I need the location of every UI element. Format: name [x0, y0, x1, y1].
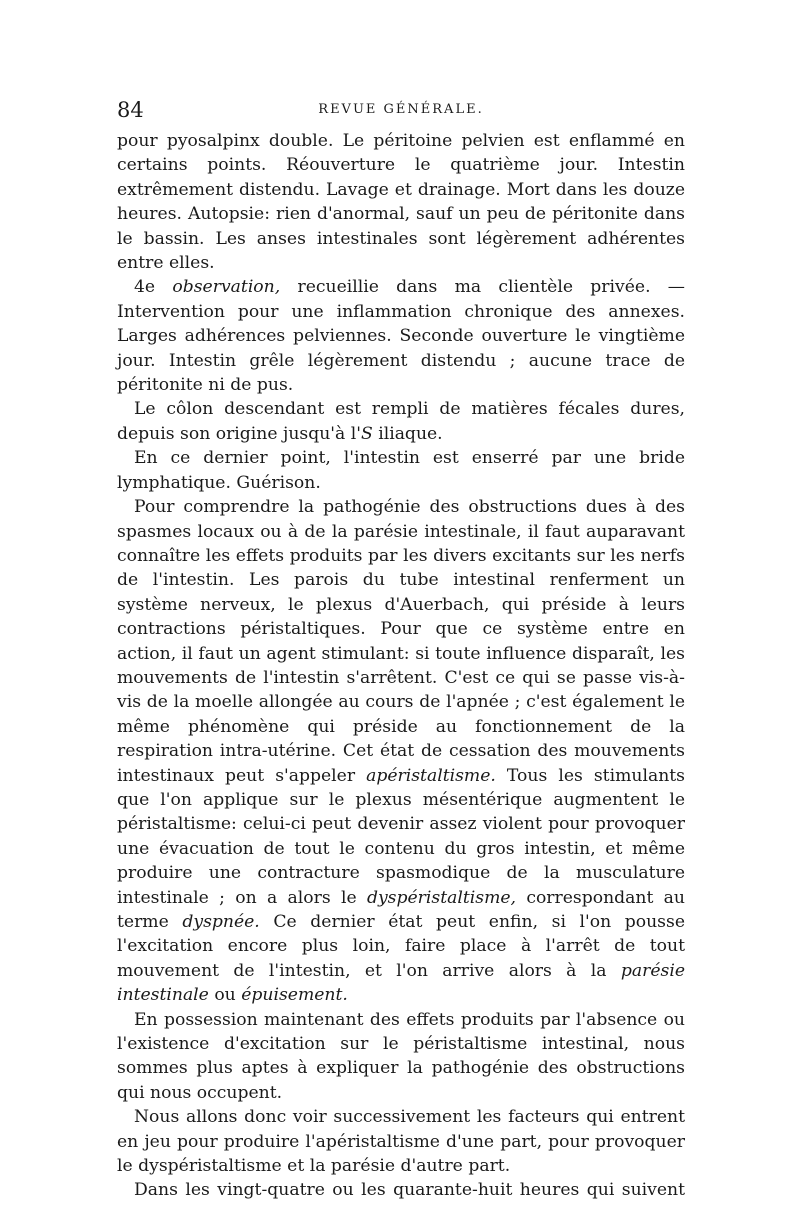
observation-text: recueillie dans ma clientèle privée. — Intervention pour une inflammation chronique des annexes. Larges adhérences pelviennes. Seconde ouverture le vingtième jour. Intestin grêle légèrement distendu ; aucune trace de péritonite ni de pus. — [117, 277, 685, 396]
paragraph-continuation: pour pyosalpinx double. Le péritoine pelvien est enflammé en certains points. Réouverture le quatrième jour. Intestin extrêmement distendu. Lavage et drainage. Mort dans les douze heures. Autopsie: rien d'anormal, sauf un peu de péritonite dans le bassin. Les anses intestinales sont légèrement adhérentes entre elles. — [117, 131, 685, 274]
paragraph-dans: Dans les vingt-quatre ou les quarante-huit heures qui suivent — [134, 1180, 685, 1201]
paragraph-observation — [117, 275, 685, 397]
paragraph-facteurs: Nous allons donc voir successivement les facteurs qui entrent en jeu pour produire l'apéristaltisme d'une part, pour provoquer le dyspéristaltisme et la parésie d'autre part. — [117, 1107, 685, 1177]
term-aperistaltisme: apéristaltisme. — [366, 765, 496, 786]
term-epuisement: épuisement. — [241, 985, 348, 1006]
page-header — [117, 97, 685, 123]
observation-label: observation, — [172, 277, 281, 298]
paragraph-colon: Le côlon descendant est rempli de matières fécales dures, depuis son origine jusqu'à l'S iliaque. — [117, 399, 685, 444]
term-dysperistaltisme: dyspéristaltisme, — [366, 887, 517, 908]
paragraph-possession: En possession maintenant des effets produits par l'absence ou l'existence d'excitation sur le péristaltisme intestinal, nous sommes plus aptes à expliquer la pathogénie des obstructions qui nous occupent. — [117, 1009, 685, 1103]
term-paresie: parésie intestinale — [117, 960, 685, 1006]
paragraph-pathogenie: Pour comprendre la pathogénie des obstructions dues à des spasmes locaux ou à de la parésie intestinale, il faut auparavant connaître les effets produits par les divers excitants sur les nerfs de l'intestin. Les parois du tube intestinal renferment un système nerveux, le plexus d'Auerbach, qui préside à leurs contractions péristaltiques. Pour que ce système entre en action, il faut un agent stimulant: si toute influence disparaît, les mouvements de l'intestin s'arrêtent. C'est ce qui se passe vis-à-vis de la moelle allongée au cours de l'apnée ; c'est également le même phénomène qui préside au fonctionnement de la respiration intra-utérine. Cet état de cessation des mouvements intestinaux peut s'appeler apéristaltisme. Tous les stimulants que l'on applique sur le plexus mésentérique augmentent le péristaltisme: celui-ci peut devenir assez violent pour provoquer une évacuation de tout le contenu du gros intestin, et même produire une contracture spasmodique de la musculature intestinale ; on a alors le dyspéristaltisme, correspondant au terme dyspnée. Ce dernier état peut enfin, si l'on pousse l'excitation encore plus loin, faire place à l'arrêt de tout mouvement de l'intestin, et l'on arrive alors à la parésie intestinale ou épuisement. — [117, 497, 685, 1006]
s-iliac-letter: S — [360, 423, 373, 444]
observation-number: 4e — [134, 277, 156, 298]
term-dyspnee: dyspnée. — [182, 912, 260, 932]
body-text — [117, 129, 685, 1203]
page-number: 84 — [117, 98, 144, 122]
paragraph-bride: En ce dernier point, l'intestin est enserré par une bride lymphatique. Guérison. — [117, 448, 685, 493]
running-title: REVUE GÉNÉRALE. — [318, 102, 484, 117]
